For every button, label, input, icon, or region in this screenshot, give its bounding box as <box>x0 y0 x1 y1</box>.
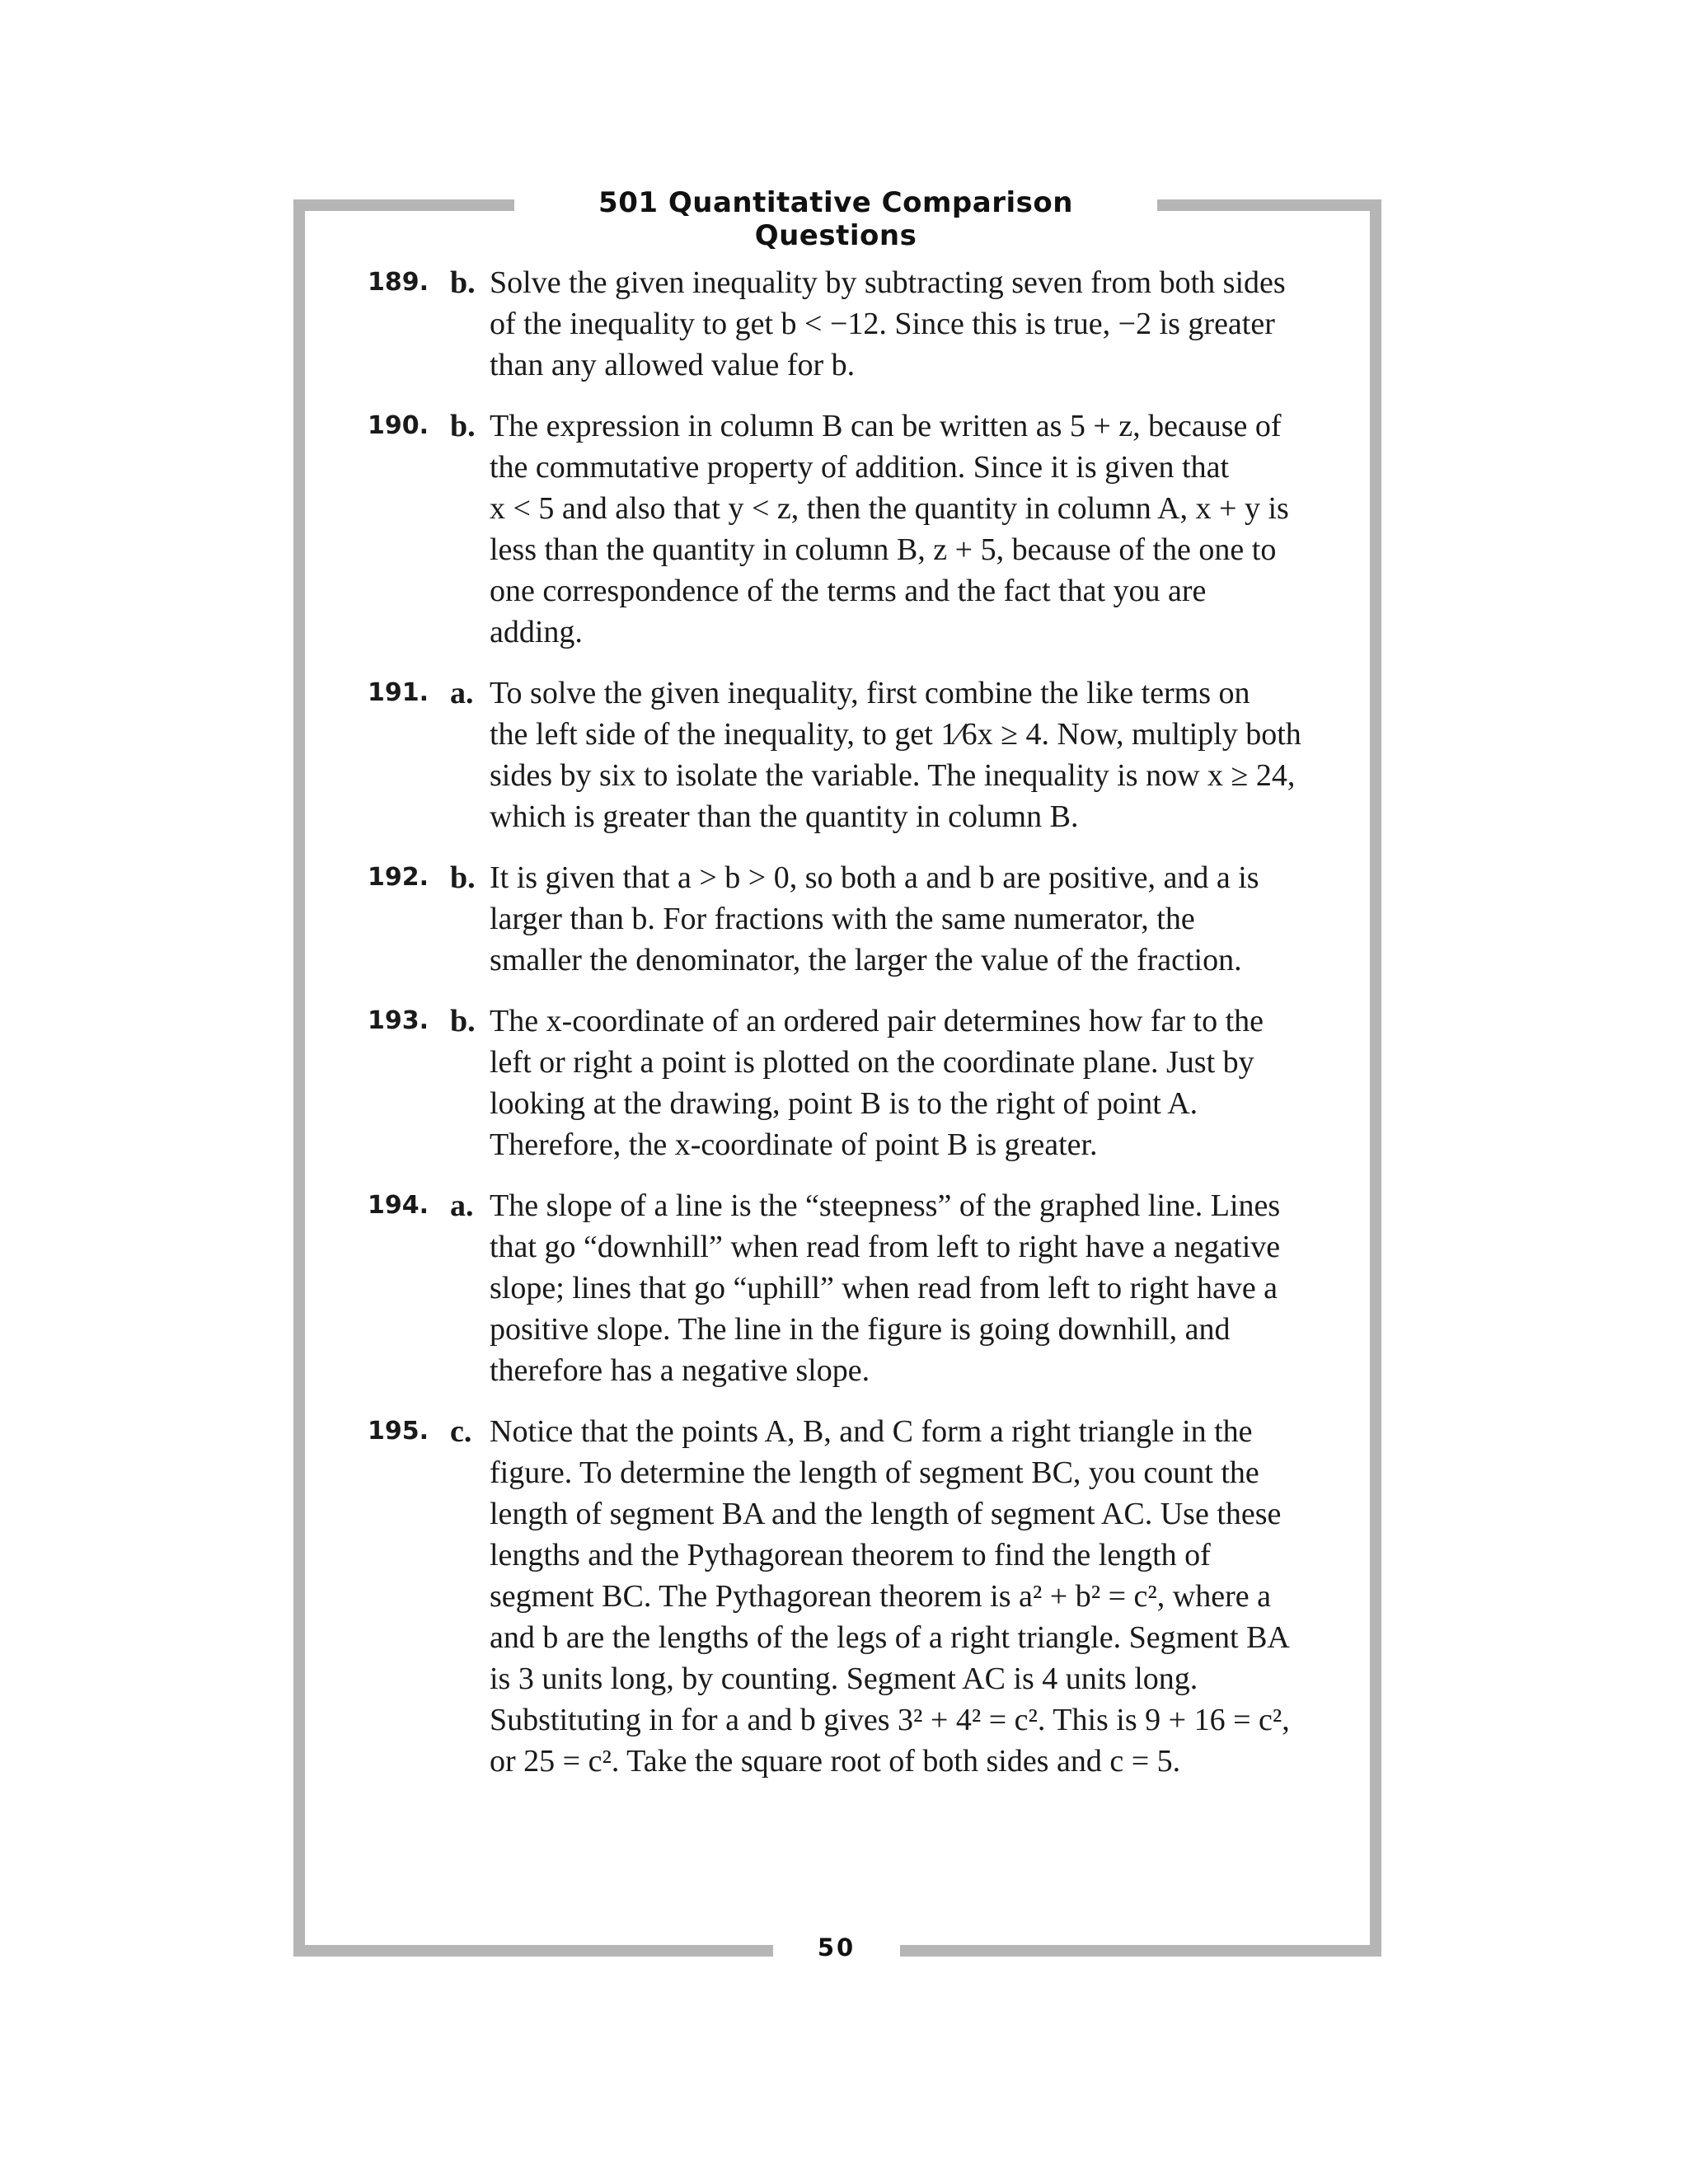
answer-line: The expression in column B can be written as 5 + z, because of <box>490 409 1282 443</box>
answer-194 <box>368 1185 1299 1391</box>
answer-line: To solve the given inequality, first combine the like terms on <box>490 676 1250 710</box>
answer-line: which is greater than the quantity in column B. <box>490 799 1079 834</box>
frame-right-border <box>1370 199 1381 1957</box>
answer-line: therefore has a negative slope. <box>490 1353 870 1388</box>
answer-195 <box>368 1411 1299 1782</box>
answer-line: positive slope. The line in the figure is going downhill, and <box>490 1312 1231 1347</box>
answer-line: length of segment BA and the length of segment AC. Use these <box>490 1497 1282 1531</box>
answer-list <box>368 262 1299 1802</box>
answer-number: 189. <box>368 268 429 297</box>
answer-191 <box>368 673 1299 837</box>
answer-line: left or right a point is plotted on the coordinate plane. Just by <box>490 1045 1254 1080</box>
frame-top-right-border <box>1157 199 1381 211</box>
answer-line: The slope of a line is the “steepness” of the graphed line. Lines <box>490 1188 1281 1223</box>
answer-line: sides by six to isolate the variable. The inequality is now x ≥ 24, <box>490 758 1296 793</box>
answer-line: It is given that a > b > 0, so both a and b are positive, and a is <box>490 860 1259 895</box>
answer-line: Solve the given inequality by subtracting seven from both sides <box>490 265 1286 300</box>
answer-line: figure. To determine the length of segment BC, you count the <box>490 1455 1259 1490</box>
answer-line: larger than b. For fractions with the same numerator, the <box>490 902 1195 936</box>
answer-line: of the inequality to get b < −12. Since this is true, −2 is greater <box>490 307 1275 341</box>
answer-line: segment BC. The Pythagorean theorem is a² + b² = c², where a <box>490 1579 1271 1614</box>
frame-left-border <box>293 199 305 1957</box>
answer-192 <box>368 857 1299 981</box>
answer-number: 191. <box>368 678 429 707</box>
answer-line: slope; lines that go “uphill” when read from left to right have a <box>490 1271 1278 1305</box>
answer-number: 190. <box>368 411 429 440</box>
frame-bottom-right-border <box>900 1945 1381 1957</box>
answer-line: and b are the lengths of the legs of a right triangle. Segment BA <box>490 1620 1290 1655</box>
answer-line: or 25 = c². Take the square root of both sides and c = 5. <box>490 1744 1181 1779</box>
page-number: 50 <box>817 1933 856 1961</box>
answer-line: that go “downhill” when read from left to right have a negative <box>490 1230 1281 1264</box>
frame-top-left-border <box>293 199 514 211</box>
answer-line: the left side of the inequality, to get 1⁄6x ≥ 4. Now, multiply both <box>490 717 1301 752</box>
answer-number: 192. <box>368 863 429 892</box>
answer-number: 193. <box>368 1006 429 1035</box>
answer-number: 194. <box>368 1191 429 1220</box>
answer-line: than any allowed value for b. <box>490 348 856 382</box>
answer-letter: b. <box>450 265 476 300</box>
answer-line: the commutative property of addition. Since it is given that <box>490 450 1230 485</box>
answer-letter: b. <box>450 860 476 895</box>
frame-bottom-left-border <box>293 1945 773 1957</box>
answer-letter: b. <box>450 1004 476 1038</box>
answer-letter: a. <box>450 1188 474 1223</box>
answer-190 <box>368 405 1299 653</box>
answer-line: Therefore, the x-coordinate of point B is greater. <box>490 1127 1098 1162</box>
answer-line: looking at the drawing, point B is to the right of point A. <box>490 1086 1198 1121</box>
answer-line: adding. <box>490 615 583 649</box>
answer-line: smaller the denominator, the larger the value of the fraction. <box>490 943 1242 977</box>
answer-line: one correspondence of the terms and the fact that you are <box>490 574 1207 608</box>
answer-letter: c. <box>450 1414 472 1449</box>
answer-line: lengths and the Pythagorean theorem to find the length of <box>490 1538 1211 1572</box>
answer-193 <box>368 1001 1299 1165</box>
answer-line: is 3 units long, by counting. Segment AC is 4 units long. <box>490 1661 1198 1696</box>
running-head: 501 Quantitative Comparison Questions <box>598 186 1073 252</box>
answer-letter: b. <box>450 409 476 443</box>
answer-line: The x-coordinate of an ordered pair determines how far to the <box>490 1004 1264 1038</box>
answer-letter: a. <box>450 676 474 710</box>
answer-number: 195. <box>368 1417 429 1446</box>
answer-line: Notice that the points A, B, and C form a right triangle in the <box>490 1414 1253 1449</box>
answer-line: Substituting in for a and b gives 3² + 4² = c². This is 9 + 16 = c², <box>490 1703 1290 1737</box>
answer-line: less than the quantity in column B, z + 5, because of the one to <box>490 532 1277 567</box>
answer-189 <box>368 262 1299 386</box>
answer-line: x < 5 and also that y < z, then the quantity in column A, x + y is <box>490 491 1289 526</box>
